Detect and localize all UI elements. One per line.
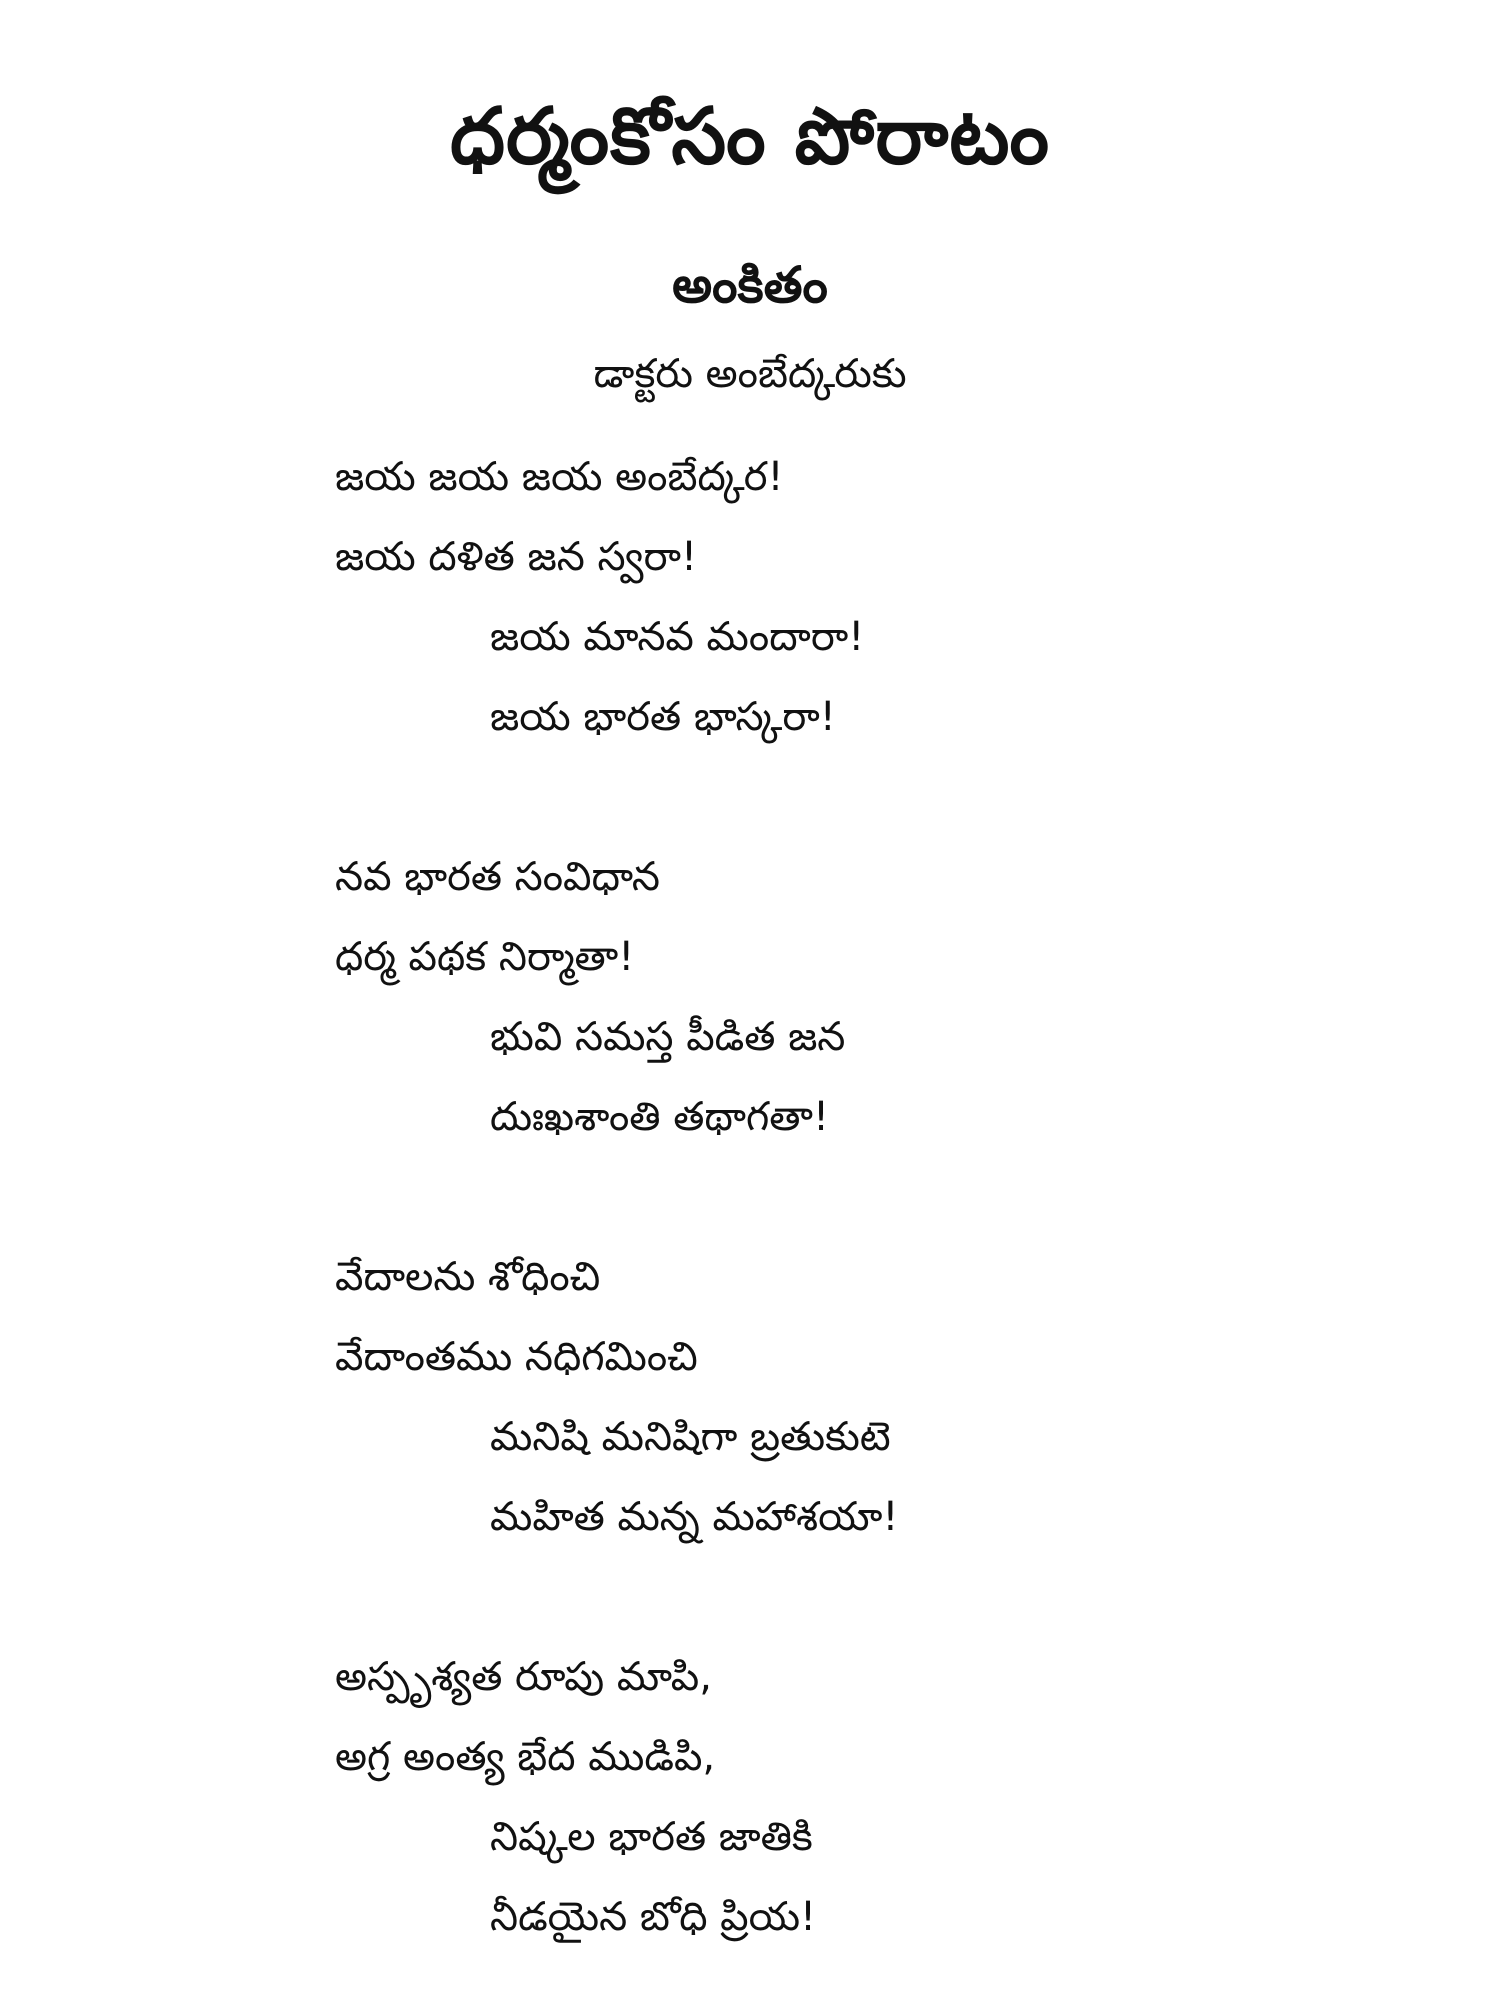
poem-line: మనిషి మనిషిగా బ్రతుకుటె <box>490 1414 891 1460</box>
poem-line: నీడయైన బోధి ప్రియ! <box>490 1894 817 1940</box>
poem-line: అగ్ర అంత్య భేద ముడిపి, <box>335 1734 716 1780</box>
poem-line: వేదాంతము నధిగమించి <box>335 1334 698 1380</box>
poem-line: జయ భారత భాస్కరా! <box>490 694 836 740</box>
poem-line: వేదాలను శోధించి <box>335 1254 601 1300</box>
poem-line: భువి సమస్త పీడిత జన <box>490 1014 846 1060</box>
poem-line: ధర్మ పథక నిర్మాతా! <box>335 934 635 980</box>
poem-line: దుఃఖశాంతి తథాగతా! <box>490 1094 830 1140</box>
poem-line: జయ మానవ మందారా! <box>490 614 865 660</box>
dedication: డాక్టరు అంబేద్కరుకు <box>593 351 907 397</box>
poem-line: జయ జయ జయ అంబేద్కర! <box>335 454 784 500</box>
subtitle: అంకితం <box>672 256 828 314</box>
page-title: ధర్మంకోసం పోరాటం <box>449 92 1051 182</box>
poem-line: మహిత మన్న మహాశయా! <box>490 1494 899 1540</box>
poem-line: నిష్కల భారత జాతికి <box>490 1814 813 1860</box>
poem-line: జయ దళిత జన స్వరా! <box>335 534 697 580</box>
poem-line: నవ భారత సంవిధాన <box>335 854 660 900</box>
poem-line: అస్పృశ్యత రూపు మాపి, <box>335 1654 712 1700</box>
